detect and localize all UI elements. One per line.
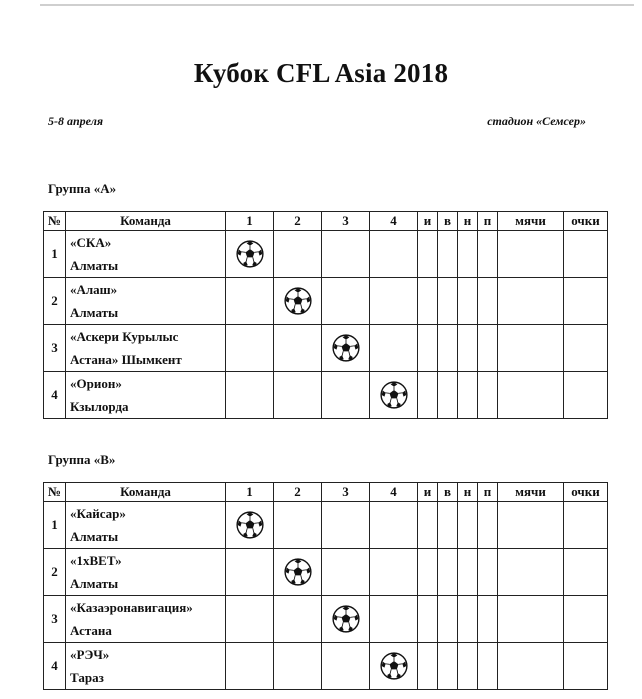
stat-cell (478, 596, 498, 643)
column-header: 4 (370, 483, 418, 502)
result-cell (226, 596, 274, 643)
column-header: 1 (226, 212, 274, 231)
header-row (44, 483, 608, 502)
diagonal-cell (370, 643, 418, 690)
stat-cell (498, 325, 564, 372)
team-number: 2 (44, 549, 66, 596)
stat-cell (564, 596, 608, 643)
stat-cell (418, 231, 438, 278)
column-header: и (418, 212, 438, 231)
stat-cell (458, 643, 478, 690)
team-name-line1: «РЭЧ» (70, 647, 110, 662)
stat-cell (458, 502, 478, 549)
column-header: 2 (274, 212, 322, 231)
stat-cell (498, 596, 564, 643)
tournament-venue: стадион «Семсер» (487, 114, 586, 128)
team-name-line1: «Орион» (70, 376, 122, 391)
team-name-line2: Кзылорда (70, 399, 129, 414)
stat-cell (418, 549, 438, 596)
stat-cell (478, 549, 498, 596)
team-name-line1: «СКА» (70, 235, 112, 250)
result-cell (322, 278, 370, 325)
team-name (66, 325, 226, 372)
team-number: 3 (44, 325, 66, 372)
top-rule (40, 4, 634, 6)
result-cell (274, 596, 322, 643)
diagonal-cell (274, 278, 322, 325)
stat-cell (458, 231, 478, 278)
result-cell (370, 502, 418, 549)
column-header: очки (564, 483, 608, 502)
column-header: в (438, 212, 458, 231)
result-cell (226, 278, 274, 325)
stat-cell (438, 596, 458, 643)
result-cell (274, 231, 322, 278)
team-name-line1: «Алаш» (70, 282, 118, 297)
stat-cell (418, 325, 438, 372)
team-name-line2: Алматы (70, 258, 119, 273)
tournament-dates: 5-8 апреля (48, 114, 104, 128)
group-b-table (43, 482, 608, 690)
column-header: № (44, 483, 66, 502)
page-title: Кубок CFL Asia 2018 (193, 58, 449, 88)
team-name (66, 643, 226, 690)
group-a-table (43, 211, 608, 419)
stat-cell (564, 278, 608, 325)
stat-cell (438, 643, 458, 690)
stat-cell (498, 231, 564, 278)
team-number: 4 (44, 372, 66, 419)
group-b-label: Группа «В» (48, 452, 116, 467)
stat-cell (564, 325, 608, 372)
stat-cell (478, 372, 498, 419)
result-cell (370, 325, 418, 372)
team-name (66, 231, 226, 278)
result-cell (370, 549, 418, 596)
soccer-ball-icon (380, 381, 408, 409)
stat-cell (478, 231, 498, 278)
column-header: 4 (370, 212, 418, 231)
stat-cell (458, 325, 478, 372)
team-name-line2: Тараз (70, 670, 104, 685)
stat-cell (478, 502, 498, 549)
stat-cell (498, 502, 564, 549)
result-cell (370, 231, 418, 278)
result-cell (322, 502, 370, 549)
team-row (44, 596, 608, 643)
diagonal-cell (322, 325, 370, 372)
stat-cell (458, 549, 478, 596)
team-row (44, 372, 608, 419)
column-header: п (478, 212, 498, 231)
result-cell (322, 643, 370, 690)
diagonal-cell (322, 596, 370, 643)
team-name-line1: «1хВЕТ» (70, 553, 122, 568)
stat-cell (438, 372, 458, 419)
column-header: Команда (66, 212, 226, 231)
soccer-ball-icon (284, 287, 312, 315)
result-cell (274, 502, 322, 549)
team-name-line1: «Кайсар» (70, 506, 126, 521)
team-name-line2: Астана (70, 623, 112, 638)
column-header: н (458, 483, 478, 502)
team-number: 3 (44, 596, 66, 643)
team-row (44, 643, 608, 690)
column-header: в (438, 483, 458, 502)
team-number: 4 (44, 643, 66, 690)
soccer-ball-icon (332, 605, 360, 633)
group-a-label: Группа «А» (48, 181, 117, 196)
stat-cell (438, 502, 458, 549)
team-name-line2: Алматы (70, 576, 119, 591)
stat-cell (498, 643, 564, 690)
column-header: и (418, 483, 438, 502)
stat-cell (438, 325, 458, 372)
soccer-ball-icon (236, 240, 264, 268)
team-name-line2: Астана» Шымкент (70, 352, 182, 367)
team-number: 1 (44, 502, 66, 549)
column-header: мячи (498, 483, 564, 502)
column-header: 1 (226, 483, 274, 502)
result-cell (226, 372, 274, 419)
soccer-ball-icon (236, 511, 264, 539)
stat-cell (438, 278, 458, 325)
result-cell (322, 372, 370, 419)
column-header: 3 (322, 483, 370, 502)
team-number: 2 (44, 278, 66, 325)
team-row (44, 278, 608, 325)
stat-cell (418, 278, 438, 325)
stat-cell (458, 596, 478, 643)
diagonal-cell (226, 231, 274, 278)
diagonal-cell (274, 549, 322, 596)
soccer-ball-icon (284, 558, 312, 586)
team-row (44, 502, 608, 549)
team-row (44, 549, 608, 596)
column-header: п (478, 483, 498, 502)
stat-cell (418, 502, 438, 549)
result-cell (226, 643, 274, 690)
team-name-line2: Алматы (70, 305, 119, 320)
stat-cell (498, 372, 564, 419)
team-number: 1 (44, 231, 66, 278)
stat-cell (498, 549, 564, 596)
team-name (66, 596, 226, 643)
column-header: № (44, 212, 66, 231)
team-name (66, 278, 226, 325)
diagonal-cell (370, 372, 418, 419)
stat-cell (478, 643, 498, 690)
header-row (44, 212, 608, 231)
column-header: очки (564, 212, 608, 231)
result-cell (274, 372, 322, 419)
result-cell (322, 549, 370, 596)
diagonal-cell (226, 502, 274, 549)
stat-cell (438, 231, 458, 278)
result-cell (370, 278, 418, 325)
stat-cell (564, 502, 608, 549)
result-cell (274, 643, 322, 690)
team-name-line2: Алматы (70, 529, 119, 544)
stat-cell (458, 372, 478, 419)
column-header: 2 (274, 483, 322, 502)
soccer-ball-icon (332, 334, 360, 362)
column-header: н (458, 212, 478, 231)
team-name-line1: «Казаэронавигация» (70, 600, 193, 615)
stat-cell (418, 372, 438, 419)
team-row (44, 325, 608, 372)
result-cell (226, 549, 274, 596)
team-name (66, 372, 226, 419)
column-header: 3 (322, 212, 370, 231)
result-cell (226, 325, 274, 372)
soccer-ball-icon (380, 652, 408, 680)
stat-cell (564, 643, 608, 690)
stat-cell (564, 549, 608, 596)
result-cell (322, 231, 370, 278)
stat-cell (478, 278, 498, 325)
stat-cell (564, 372, 608, 419)
team-name (66, 549, 226, 596)
team-name (66, 502, 226, 549)
team-name-line1: «Аскери Курылыс (70, 329, 179, 344)
stat-cell (458, 278, 478, 325)
column-header: мячи (498, 212, 564, 231)
team-row (44, 231, 608, 278)
result-cell (370, 596, 418, 643)
stat-cell (498, 278, 564, 325)
stat-cell (478, 325, 498, 372)
stat-cell (438, 549, 458, 596)
stat-cell (418, 596, 438, 643)
stat-cell (564, 231, 608, 278)
column-header: Команда (66, 483, 226, 502)
stat-cell (418, 643, 438, 690)
result-cell (274, 325, 322, 372)
